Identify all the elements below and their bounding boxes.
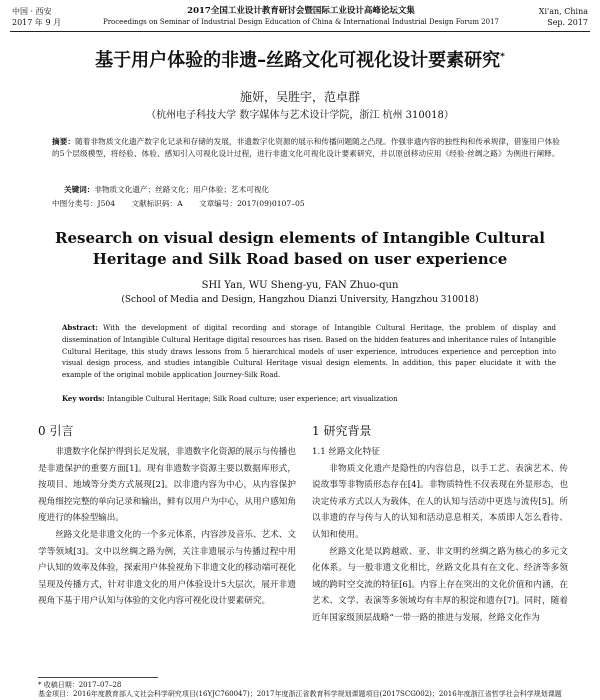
header-center [86, 6, 516, 28]
section-heading-introduction: 0 引言 [38, 424, 74, 438]
affiliation-en: (School of Media and Design, Hangzhou Dianzi University, Hangzhou 310018) [121, 295, 479, 305]
header-date-en: Sep. 2017 [547, 18, 588, 27]
footnote-fund: 基金项目：2016年度教育部人文社会科学研究项目(16YJC760047)；2017年度浙江省教育科学规划课题项目(2017SCG002)；2016年度浙江省哲学社会科学规划课题 [38, 690, 562, 698]
keywords-zh-label: 关键词： [64, 185, 95, 194]
authors-zh: 施妍，吴胜宇，范卓群 [239, 90, 360, 104]
affiliation-zh: （杭州电子科技大学 数字媒体与艺术设计学院，浙江 杭州 310018） [146, 110, 454, 121]
body-column-left [38, 444, 296, 610]
section-heading-background: 1 研究背景 [312, 424, 372, 438]
footnotes [38, 681, 568, 699]
clc-number: 中图分类号：J504 [52, 199, 116, 208]
abstract-en-label: Abstract: [62, 323, 98, 332]
paragraph: 丝路文化是非遗文化的一个多元体系，内容涉及音乐、艺术、文学等领域[3]。文中以丝绸之路为例，关注非遗展示与传播过程中用户认知的效率及体验，探索用户体验视角下非遗文化的移动端可视化呈现及传播方式，针对非遗文化的用户体验设计5大层次，展开非遗视角下基于用户认知与体验的文化内容可视化设计要素研究。 [38, 529, 296, 607]
paragraph: 丝路文化是以跨越欧、亚、非文明约丝绸之路为核心的多元文化体系。与一般非遗文化相比，丝路文化具有在文化、经济等多领域的跨时空交流的特征[6]。内容上存在突出的文化价值和内涵，在艺术、文学、表演等多领域均有丰厚的积淀和遗存[7]。同时，随着近年国家级顶层战略“一带一路的推进与发展，丝路文化作为 [312, 546, 568, 623]
header-location: 中国 · 西安 [12, 7, 52, 16]
abstract-zh [52, 136, 560, 160]
abstract-zh-text: 随着非物质文化遗产数字化记录和存储的发展，非遗数字化资源的展示和传播问题随之凸现。作强非遗内容的独性构和传承规律，借鉴用户体验的5个层级模型，将经验、体验、感知引入可视化设计过程，进行非遗文化可视化设计要素研究，并以原创移动应用《经验·丝绸之路》为例进行阐释。 [52, 137, 560, 158]
keywords-en-label: Key words: [62, 394, 105, 403]
paragraph: 非遗数字化保护得到长足发展，非遗数字化资源的展示与传播也是非遗保护的重要方面[1]。现有非遗数字资源主要以数据库形式，按项目、地域等分类方式展现[2]。以非遗内容为中心，从内容保护视角细控完整的单向记录和输出，鲜有以用户为中心，从用户感知角度进行的体验型输出。 [38, 447, 296, 524]
paragraph: 非物质文化遗产是隐性的内容信息，以手工艺、表演艺术、传说故事等非物质形态存在[4]。非物质特性不仅表现在外显形态，也决定传承方式以人为载体，在人的认知与活动中更迭与流传[5]。所以非遗的存与传与人的认知和活动息息相关，本质即人怎么看待、认知和使用。 [312, 463, 568, 540]
title-footnote-mark: * [500, 52, 505, 62]
paper-title-en: Research on visual design elements of Intangible Cultural Heritage and Silk Road based on user experience [55, 229, 545, 268]
keywords-zh-text: 非物质文化遗产；丝路文化；用户体验；艺术可视化 [94, 185, 270, 194]
abstract-en-text: With the development of digital recording and storage of Intangible Cultural Heritage, the problem of display and dissemination of Intangible Cultural Heritage digital resources has risen. Based on the hidden features and inheritance rules of Intangible Cultural Heritage, this study draws lessons from 5 hierarchical models of user experience, introduces experience and perception into visual design process, and studies intangible Cultural Heritage visual design elements. In addition, this paper elucidate it with the example of the original mobile application Journey-Silk Road. [62, 324, 556, 380]
keywords-en-text: Intangible Cultural Heritage; Silk Road culture; user experience; art visualization [106, 395, 398, 403]
header-divider [10, 31, 590, 32]
header-left [12, 6, 78, 28]
keywords-en [62, 394, 556, 403]
paper-title-zh-text: 基于用户体验的非遗–丝路文化可视化设计要素研究 [95, 50, 501, 71]
keywords-zh [64, 184, 560, 195]
running-header [0, 6, 600, 32]
paper-title-zh [20, 46, 580, 72]
authors-en: SHI Yan, WU Sheng-yu, FAN Zhuo-qun [201, 280, 399, 291]
subsection-heading: 1.1 丝路文化特征 [312, 447, 380, 457]
article-number: 文章编号：2017(09)0107–05 [199, 199, 305, 208]
abstract-en [62, 322, 556, 382]
body-column-right [312, 444, 568, 627]
classification-line [52, 198, 560, 209]
abstract-zh-label: 摘要： [52, 137, 76, 146]
footnote-divider [38, 677, 158, 678]
document-code: 文献标识码：A [131, 199, 183, 208]
header-location-en: Xi'an, China [538, 7, 588, 16]
footnote-received-date: * 收稿日期：2017–07–28 [38, 681, 122, 689]
header-right [528, 6, 588, 28]
header-date: 2017 年 9 月 [12, 18, 62, 27]
proceedings-title-en: Proceedings on Seminar of Industrial Design Education of China & International Industrial Design Forum 2017 [102, 18, 499, 26]
proceedings-title-zh: 2017全国工业设计教育研讨会暨国际工业设计高峰论坛文集 [187, 6, 415, 16]
